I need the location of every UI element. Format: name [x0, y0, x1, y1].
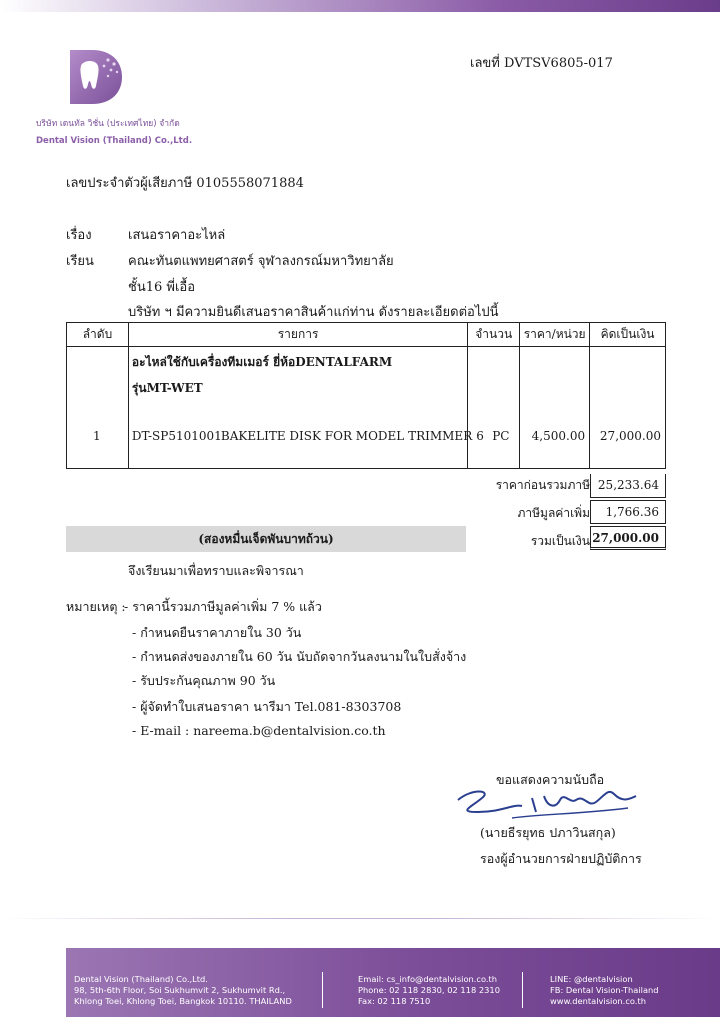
cell-description: [128, 347, 473, 469]
header-quantity: จำนวน: [468, 323, 520, 347]
footer-contact: [358, 974, 500, 1007]
note-item: - รับประกันคุณภาพ 90 วัน: [132, 673, 276, 688]
items-table: [66, 322, 666, 469]
subject-label: เรื่อง: [66, 228, 92, 243]
top-decorative-band: [0, 0, 720, 12]
footer-website[interactable]: www.dentalvision.co.th: [550, 996, 646, 1006]
item-price: 4,500.00: [531, 429, 586, 443]
footer-line-id: LINE: @dentalvision: [550, 974, 633, 984]
notes-label: หมายเหตุ :: [66, 599, 126, 614]
recipient-text: คณะทันตแพทยศาสตร์ จุฬาลงกรณ์มหาวิทยาลัย: [128, 254, 394, 269]
note-item: - E-mail : nareema.b@dentalvision.co.th: [132, 723, 386, 738]
note-item: - กำหนดส่งของภายใน 60 วัน นับถัดจากวันลงนามในใบสั่งจ้าง: [132, 649, 467, 664]
signer-name: (นายธีรยุทธ ปภาวินสกุล): [480, 825, 616, 840]
note-item: - ราคานี้รวมภาษีมูลค่าเพิ่ม 7 % แล้ว: [124, 599, 322, 614]
footer-address: Dental Vision (Thailand) Co.,Ltd. 98, 5th-6th Floor, Soi Sukhumvit 2, Sukhumvit Rd., Khlong Toei, Khlong Toei, Bangkok 10110. THAILAND: [74, 974, 292, 1006]
footer-fax: Fax: 02 118 7510: [358, 996, 431, 1006]
item-unit: PC: [492, 429, 510, 443]
handwritten-signature: [452, 778, 652, 828]
footer-social: [550, 974, 659, 1007]
vat-label: ภาษีมูลค่าเพิ่ม: [517, 506, 590, 520]
company-logo: [64, 46, 126, 108]
footer-email[interactable]: Email: cs_info@dentalvision.co.th: [358, 974, 498, 984]
amount-in-words: (สองหมื่นเจ็ดพันบาทถ้วน): [66, 526, 466, 552]
group-title: อะไหล่ใช้กับเครื่องทีมเมอร์ ยี่ห้อDENTALFARM: [131, 355, 393, 369]
table-row: [67, 347, 666, 469]
closing-text: จึงเรียนมาเพื่อทราบและพิจารณา: [128, 563, 304, 578]
footer-facebook: FB: Dental Vision-Thailand: [550, 985, 659, 995]
note-item: - ผู้จัดทำใบเสนอราคา นารีมา Tel.081-8303708: [132, 699, 402, 714]
company-name-english: Dental Vision (Thailand) Co.,Ltd.: [36, 136, 193, 146]
item-code: DT-SP5101001: [131, 429, 222, 443]
cell-unit-price: [520, 347, 590, 469]
header-description: รายการ: [128, 323, 467, 347]
header-amount: คิดเป็นเงิน: [590, 323, 666, 347]
header-no: ลำดับ: [67, 323, 129, 347]
group-model: รุ่นMT-WET: [131, 381, 203, 395]
vat-value: 1,766.36: [590, 500, 666, 524]
footer-phone: Phone: 02 118 2830, 02 118 2310: [358, 985, 500, 995]
header-unit-price: ราคา/หน่วย: [520, 323, 590, 347]
footer-divider: [0, 918, 720, 919]
regards-text: ขอแสดงความนับถือ: [496, 772, 605, 787]
item-description: BAKELITE DISK FOR MODEL TRIMMER: [220, 429, 473, 443]
grand-total-value: 27,000.00: [590, 526, 666, 550]
recipient-label: เรียน: [66, 254, 94, 269]
signer-position: รองผู้อำนวยการฝ่ายปฏิบัติการ: [480, 851, 642, 866]
company-name-thai: บริษัท เดนทัล วิชั่น (ประเทศไทย) จำกัด: [36, 119, 180, 129]
cell-quantity: [468, 347, 520, 469]
tax-id: เลขประจำตัวผู้เสียภาษี 0105558071884: [66, 176, 304, 191]
subject-text: เสนอราคาอะไหล่: [128, 228, 226, 243]
footer-bar: [66, 948, 720, 1017]
footer-separator: [322, 972, 323, 1008]
table-header-row: [67, 323, 666, 347]
cell-no: 1: [67, 347, 129, 469]
subtotal-label: ราคาก่อนรวมภาษี: [495, 478, 590, 492]
document-number: เลขที่ DVTSV6805-017: [470, 56, 613, 71]
note-item: - กำหนดยืนราคาภายใน 30 วัน: [132, 625, 302, 640]
item-qty: 6: [476, 429, 484, 443]
footer-separator: [522, 972, 523, 1008]
item-total: 27,000.00: [599, 429, 661, 443]
recipient-floor: ชั้น16 พี่เอื้อ: [128, 280, 196, 295]
subtotal-value: 25,233.64: [590, 474, 666, 498]
intro-text: บริษัท ฯ มีความยินดีเสนอราคาสินค้าแก่ท่าน ดังรายละเอียดต่อไปนี้: [128, 305, 499, 320]
grand-total-label: รวมเป็นเงิน: [530, 534, 590, 548]
cell-amount: [590, 347, 666, 469]
